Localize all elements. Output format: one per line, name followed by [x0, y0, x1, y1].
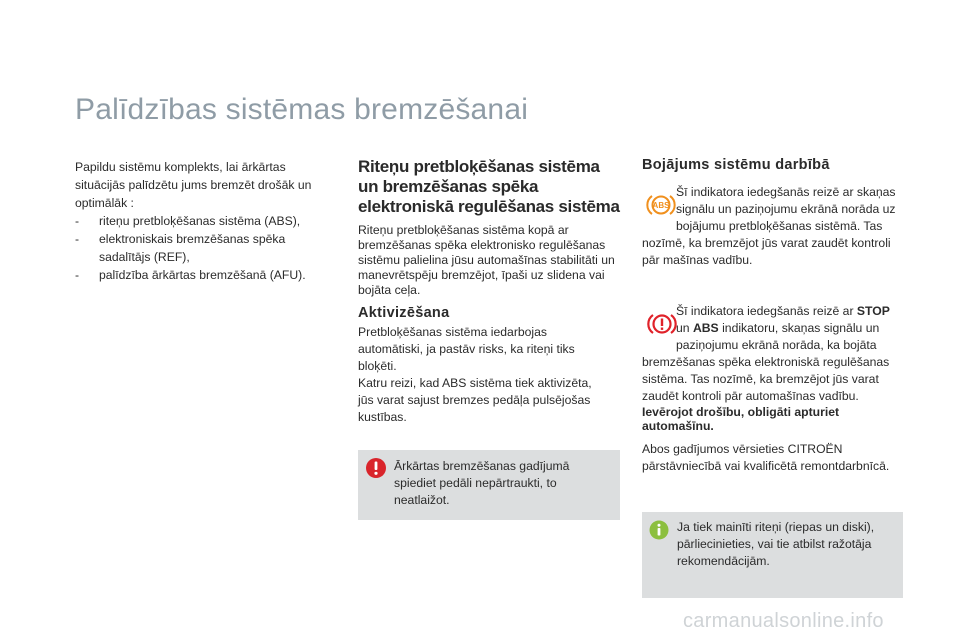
abs-malfunction-block [642, 184, 904, 269]
info-note-text: Ja tiek mainīti riteņi (riepas un diski), pārliecinieties, vai tie atbilst ražotāja rekomendācijām. [677, 520, 875, 568]
stop-word: STOP [856, 304, 890, 318]
warning-icon [365, 457, 387, 484]
abs-icon-label: ABS [652, 201, 670, 211]
contact-text: Abos gadījumos vērsieties CITROËN pārstāvniecībā vai kvalificētā remontdarbnīcā. [642, 442, 890, 473]
emergency-note-box [358, 450, 620, 520]
emergency-note-text: Ārkārtas bremzēšanas gadījumā spiediet pedāli nepārtraukti, to neatlaižot. [394, 459, 570, 507]
abs-section-text: Riteņu pretbloķēšanas sistēma kopā ar bremzēšanas spēka elektronisko regulēšanas sistēmu palielina jūsu automašīnas stabilitāti un manevrētspēju bremzējot, īpaši uz slidena vai bojāta ceļa. [358, 223, 615, 297]
stop-malfunction-text: Šī indikatora iedegšanās reizē ar STOP un ABS indikatoru, skaņas signālu un paziņojumu ekrānā norāda, ka bojāta bremzēšanas spēka elektroniskā regulēšanas sistēma. Tas nozīmē, ka bremzējot jūs varat zaudēt kontroli pār automašīnas vadību. [642, 304, 890, 403]
stop-malfunction-block [642, 303, 904, 475]
list-item: - palīdzība ārkārtas bremzēšanā (AFU). [75, 266, 335, 284]
intro-column [75, 158, 335, 284]
activation-body [358, 324, 606, 426]
intro-text: Papildu sistēmu komplekts, lai ārkārtas situācijās palīdzētu jums bremzēt drošāk un optimālāk : [75, 160, 312, 210]
footer-watermark: carmanualsonline.info [683, 610, 884, 632]
abs-section [358, 157, 620, 298]
info-note-box [642, 512, 903, 598]
activation-text-2: Katru reizi, kad ABS sistēma tiek aktivizēta, jūs varat sajust bremzes pedāļa pulsējošas kustības. [358, 376, 592, 424]
page-title: Palīdzības sistēmas bremzēšanai [75, 93, 529, 126]
list-item: - elektroniskais bremzēšanas spēka sadalītājs (REF), [75, 230, 335, 266]
malfunction-heading: Bojājums sistēmu darbībā [642, 157, 830, 173]
warning-bold-text: Ievērojot drošību, obligāti apturiet automašīnu. [642, 405, 840, 433]
info-icon [649, 520, 669, 545]
abs-section-heading: Riteņu pretbloķēšanas sistēma un bremzēšanas spēka elektroniskā regulēšanas sistēma [358, 157, 620, 216]
list-item: - riteņu pretbloķēšanas sistēma (ABS), [75, 212, 335, 230]
activation-heading: Aktivizēšana [358, 305, 450, 321]
intro-list [75, 212, 335, 284]
activation-text-1: Pretbloķēšanas sistēma iedarbojas automātiski, ja pastāv risks, ka riteņi tiks bloķēti. [358, 325, 575, 373]
abs-malfunction-text: Šī indikatora iedegšanās reizē ar skaņas signālu un paziņojumu ekrānā norāda uz bojājumu pretbloķēšanas sistēmā. Tas nozīmē, ka bremzējot jūs varat zaudēt kontroli pār mašīnas vadību. [642, 185, 896, 267]
abs-word: ABS [692, 321, 719, 335]
